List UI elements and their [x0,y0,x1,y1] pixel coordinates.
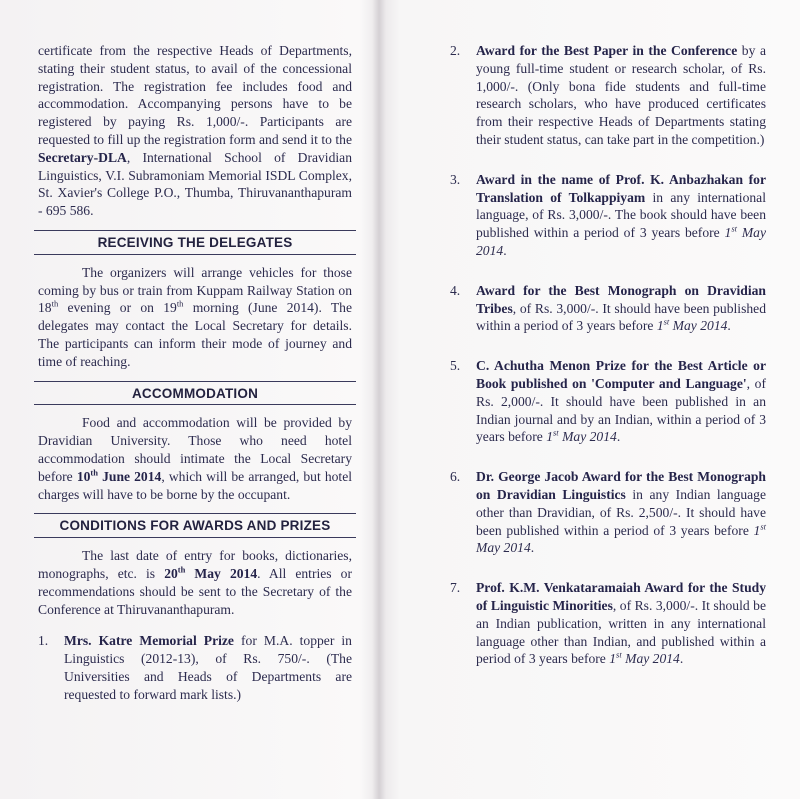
award-number: 5. [450,358,461,374]
award-title: C. Achutha Menon Prize for the Best Article or Book published on 'Computer and Language' [476,358,766,391]
award-item-5: 5. C. Achutha Menon Prize for the Best Article or Book published on 'Computer and Language', of Rs. 2,000/-. It should have been published in an Indian journal and by an Indian, within a period of 3 years before 1st May 2014. [450,358,766,445]
right-column [450,42,766,690]
award-number: 4. [450,282,461,298]
award-item-7: 7. Prof. K.M. Venkataramaiah Award for the Study of Linguistic Minorities, of Rs. 3,000/-. It should be an Indian publication, written in any international language other than Indian, and published within a period of 3 years before 1st May 2014. [450,580,766,667]
award-number: 7. [450,580,461,596]
award-title: Award in the name of Prof. K. Anbazhakan for Translation of Tolkappiyam [476,171,766,205]
left-column [38,42,352,726]
award-deadline: 1st May 2014 [476,521,766,556]
award-item-4: 4. Award for the Best Monograph on Dravidian Tribes, of Rs. 3,000/-. It should have been published within a period of 3 years before 1st May 2014. [450,282,766,334]
conditions-paragraph: The last date of entry for books, dictionaries, monographs, etc. is 20th May 2014. All entries or recommendations should be sent to the Secretary of the Conference at Thiruvananthapuram. [38,548,352,617]
receiving-delegates-paragraph: The organizers will arrange vehicles for those coming by bus or train from Kuppam Railway Station on 18th evening or on 19th morning (June 2014). The delegates may contact the Local Secretary for details. The participants can inform their mode of journey and time of reaching. [38,264,352,369]
award-title: Mrs. Katre Memorial Prize [64,633,234,649]
award-deadline: 1st May 2014 [609,649,680,667]
award-item-3: 3. Award in the name of Prof. K. Anbazhakan for Translation of Tolkappiyam in any international language, of Rs. 3,000/-. The book should have been published within a period of 3 years before 1st May 2014. [450,171,766,258]
accommodation-deadline: 10th June 2014 [76,467,162,484]
award-deadline: 1st May 2014 [656,316,728,334]
page-fold [372,0,386,799]
secretary-title: Secretary-DLA [38,149,127,165]
award-item-2: 2. Award for the Best Paper in the Conference by a young full-time student or research scholar, of Rs. 1,000/-. (Only bona fide students and full-time research scholars, who have produced certificates from their respective Heads of Departments stating their student status, can take part in the competition.) [450,43,766,147]
award-title: Prof. K.M. Venkataramaiah Award for the Study of Linguistic Minorities [476,580,766,613]
award-title: Award for the Best Paper in the Conference [476,43,738,58]
award-number: 2. [450,43,461,58]
accommodation-paragraph: Food and accommodation will be provided by Dravidian University. Those who need hotel accommodation should intimate the Local Secretary before 10th June 2014, which will be arranged, but hotel charges will have to be borne by the occupant. [38,415,353,502]
award-number: 1. [38,633,49,649]
entry-deadline: 20th May 2014 [164,564,258,581]
receiving-delegates-heading: RECEIVING THE DELEGATES [34,230,356,255]
accommodation-heading: ACCOMMODATION [34,381,356,406]
award-deadline: 1st May 2014 [546,427,617,445]
conditions-heading: CONDITIONS FOR AWARDS AND PRIZES [34,513,356,538]
award-title: Award for the Best Monograph on Dravidian Tribes [476,282,766,316]
award-number: 6. [450,469,461,485]
registration-paragraph: certificate from the respective Heads of Departments, stating their student status, to avail of the concessional registration. The registration fee includes food and accommodation. Accompanying persons have to be registered by paying Rs. 1,000/-. Participants are requested to fill up the registration form and send it to the Secretary-DLA, International School of Dravidian Linguistics, V.I. Subramoniam Memorial ISDL Complex, St. Xavier's College P.O., Thumba, Thiruvananthapuram - 695 586. [38,43,352,219]
award-title: Dr. George Jacob Award for the Best Monograph on Dravidian Linguistics [476,469,766,502]
award-item-6: 6. Dr. George Jacob Award for the Best Monograph on Dravidian Linguistics in any Indian language other than Dravidian, of Rs. 2,500/-. It should have been published within a period of 3 years before 1st May 2014. [450,469,766,556]
award-item-1: 1. Mrs. Katre Memorial Prize for M.A. topper in Linguistics (2012-13), of Rs. 750/-. (The Universities and Heads of Departments are requested to forward mark lists.) [38,633,352,702]
award-number: 3. [450,171,461,187]
award-deadline: 1st May 2014 [476,223,766,258]
